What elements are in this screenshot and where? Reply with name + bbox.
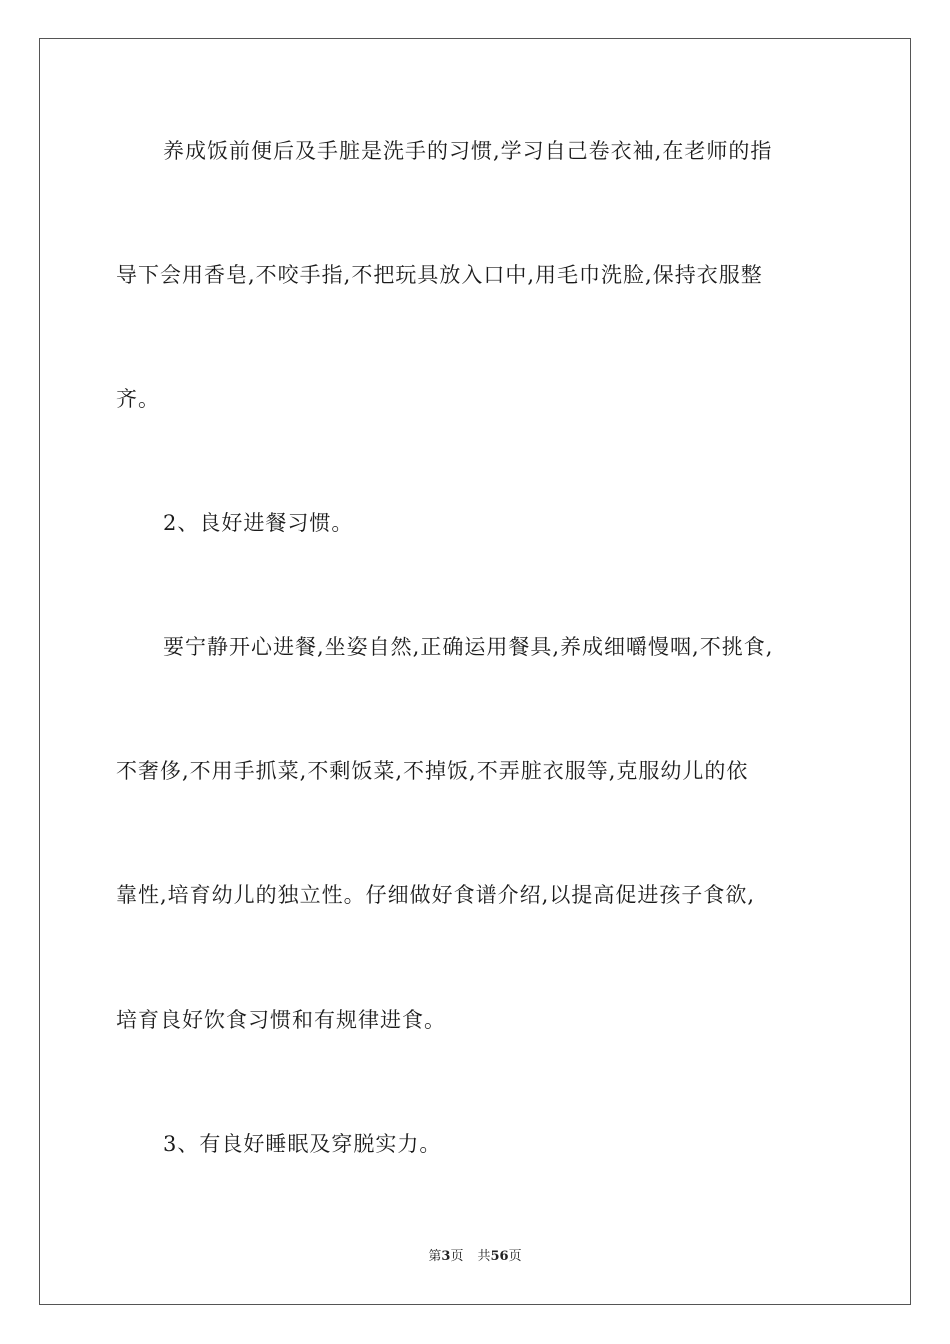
section-heading: 3、有良好睡眠及穿脱实力。 [163, 1132, 442, 1156]
total-suffix: 页 [508, 1249, 522, 1264]
paragraph-line: 不奢侈,不用手抓菜,不剩饭菜,不掉饭,不弄脏衣服等,克服幼儿的依 [116, 759, 749, 783]
paragraph-line: 培育良好饮食习惯和有规律进食。 [116, 1008, 446, 1032]
page-border [39, 38, 911, 1305]
paragraph-line: 导下会用香皂,不咬手指,不把玩具放入口中,用毛巾洗脸,保持衣服整 [116, 263, 763, 287]
total-pages: 56 [490, 1249, 509, 1264]
paragraph-line: 靠性,培育幼儿的独立性。仔细做好食谱介绍,以提高促进孩子食欲, [116, 883, 756, 907]
page-suffix: 页 [450, 1249, 464, 1264]
page-prefix: 第 [428, 1249, 442, 1264]
page-footer [0, 1248, 950, 1266]
page-number: 3 [441, 1249, 451, 1264]
paragraph-line: 要宁静开心进餐,坐姿自然,正确运用餐具,养成细嚼慢咽,不挑食, [163, 635, 774, 659]
section-heading: 2、良好进餐习惯。 [163, 511, 354, 535]
paragraph-line: 齐。 [116, 387, 160, 411]
total-prefix: 共 [477, 1249, 491, 1264]
paragraph-line: 养成饭前便后及手脏是洗手的习惯,学习自己卷衣袖,在老师的指 [163, 139, 773, 163]
